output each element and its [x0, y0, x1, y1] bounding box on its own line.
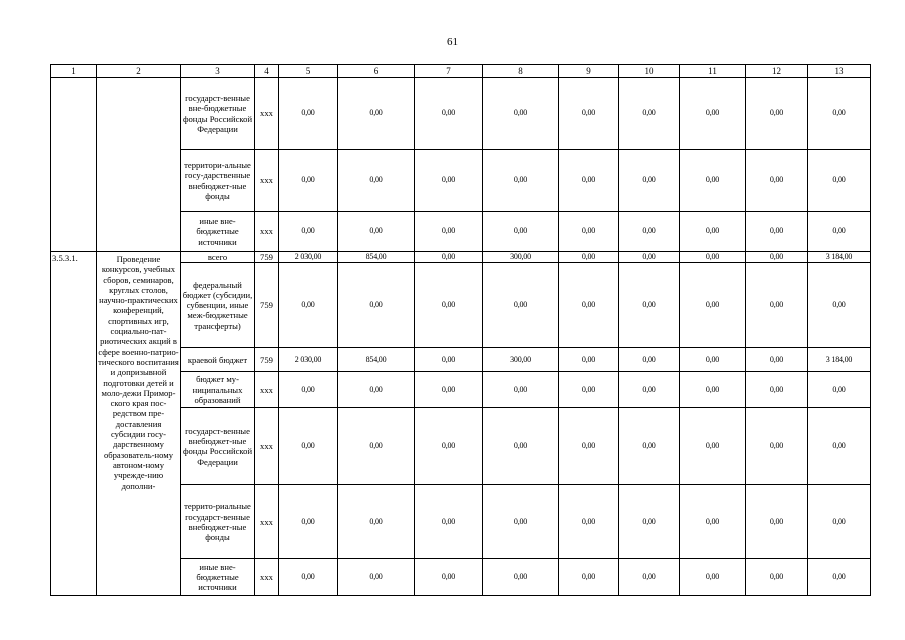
funding-source-cell: территори-альные госу-дарственные внебюджет-ные фонды [181, 150, 255, 212]
amount-cell: 0,00 [808, 485, 871, 559]
column-number-cell: 4 [255, 65, 279, 78]
amount-cell: 0,00 [746, 348, 808, 372]
amount-cell: 0,00 [483, 372, 559, 408]
amount-cell: 0,00 [680, 348, 746, 372]
amount-cell: 0,00 [415, 372, 483, 408]
amount-cell: 0,00 [746, 150, 808, 212]
amount-cell: 854,00 [338, 348, 415, 372]
amount-cell: 2 030,00 [279, 252, 338, 263]
amount-cell: 0,00 [808, 78, 871, 150]
amount-cell: 0,00 [415, 212, 483, 252]
amount-cell: 0,00 [619, 78, 680, 150]
amount-cell: 0,00 [338, 150, 415, 212]
amount-cell: 0,00 [415, 252, 483, 263]
amount-cell: 0,00 [415, 78, 483, 150]
amount-cell: 0,00 [559, 78, 619, 150]
amount-cell: 0,00 [746, 372, 808, 408]
amount-cell: 0,00 [680, 263, 746, 348]
column-number-row [51, 65, 871, 78]
empty-description-cell [97, 78, 181, 252]
amount-cell: 0,00 [619, 212, 680, 252]
item-description-cell: Проведение конкурсов, учебных сборов, семинаров, круглых столов, научно-практических конференций, спортивных игр, социально-пат-риотических акций в сфере военно-патрио-тического воспитания и допризывной подготовки детей и моло-дежи Примор-ского края пос-редством пре-доставления субсидии госу-дарственному образователь-ному автоном-ному учрежде-нию дополни- [97, 252, 181, 596]
amount-cell: 0,00 [559, 348, 619, 372]
empty-number-cell [51, 78, 97, 252]
amount-cell: 0,00 [619, 372, 680, 408]
amount-cell: 0,00 [279, 263, 338, 348]
funding-source-cell: государст-венные вне-бюджетные фонды Российской Федерации [181, 78, 255, 150]
funding-source-cell: иные вне-бюджетные источники [181, 212, 255, 252]
amount-cell: 0,00 [619, 150, 680, 212]
amount-cell: 0,00 [619, 263, 680, 348]
amount-cell: 0,00 [808, 150, 871, 212]
amount-cell: 0,00 [808, 559, 871, 596]
amount-cell: 0,00 [746, 408, 808, 485]
amount-cell: 0,00 [559, 372, 619, 408]
column-number-cell: 10 [619, 65, 680, 78]
amount-cell: 0,00 [680, 78, 746, 150]
funding-source-cell: всего [181, 252, 255, 263]
amount-cell: 0,00 [279, 485, 338, 559]
amount-cell: 0,00 [559, 252, 619, 263]
amount-cell: 0,00 [279, 212, 338, 252]
column-number-cell: 1 [51, 65, 97, 78]
amount-cell: 0,00 [559, 485, 619, 559]
amount-cell: 0,00 [619, 252, 680, 263]
column-number-cell: 5 [279, 65, 338, 78]
amount-cell: 3 184,00 [808, 252, 871, 263]
amount-cell: 0,00 [808, 408, 871, 485]
amount-cell: 0,00 [415, 263, 483, 348]
amount-cell: 0,00 [680, 485, 746, 559]
amount-cell: 0,00 [415, 348, 483, 372]
amount-cell: 0,00 [559, 150, 619, 212]
amount-cell: 0,00 [338, 408, 415, 485]
amount-cell: 0,00 [680, 408, 746, 485]
funding-source-cell: бюджет му-ниципальных образований [181, 372, 255, 408]
amount-cell: 0,00 [483, 78, 559, 150]
column-number-cell: 7 [415, 65, 483, 78]
amount-cell: 0,00 [680, 372, 746, 408]
funding-source-cell: иные вне-бюджетные источники [181, 559, 255, 596]
amount-cell: 0,00 [746, 559, 808, 596]
funding-source-cell: федеральный бюджет (субсидии, субвенции, иные меж-бюджетные трансферты) [181, 263, 255, 348]
amount-cell: 300,00 [483, 348, 559, 372]
code-cell: 759 [255, 348, 279, 372]
amount-cell: 0,00 [808, 212, 871, 252]
column-number-cell: 8 [483, 65, 559, 78]
amount-cell: 0,00 [619, 348, 680, 372]
amount-cell: 0,00 [279, 559, 338, 596]
amount-cell: 0,00 [808, 263, 871, 348]
amount-cell: 0,00 [483, 408, 559, 485]
amount-cell: 0,00 [559, 559, 619, 596]
amount-cell: 0,00 [680, 559, 746, 596]
amount-cell: 0,00 [338, 263, 415, 348]
amount-cell: 0,00 [559, 408, 619, 485]
amount-cell: 0,00 [746, 78, 808, 150]
amount-cell: 0,00 [680, 252, 746, 263]
code-cell: ххх [255, 150, 279, 212]
amount-cell: 0,00 [619, 559, 680, 596]
amount-cell: 0,00 [338, 372, 415, 408]
amount-cell: 0,00 [483, 212, 559, 252]
amount-cell: 0,00 [619, 485, 680, 559]
amount-cell: 0,00 [415, 559, 483, 596]
amount-cell: 0,00 [746, 263, 808, 348]
amount-cell: 0,00 [483, 150, 559, 212]
amount-cell: 3 184,00 [808, 348, 871, 372]
amount-cell: 0,00 [338, 485, 415, 559]
funding-source-cell: государст-венные внебюджет-ные фонды Российской Федерации [181, 408, 255, 485]
funding-source-cell: краевой бюджет [181, 348, 255, 372]
code-cell: ххх [255, 212, 279, 252]
amount-cell: 300,00 [483, 252, 559, 263]
column-number-cell: 13 [808, 65, 871, 78]
amount-cell: 0,00 [279, 372, 338, 408]
amount-cell: 0,00 [279, 78, 338, 150]
amount-cell: 854,00 [338, 252, 415, 263]
column-number-cell: 3 [181, 65, 255, 78]
amount-cell: 0,00 [338, 559, 415, 596]
column-number-cell: 2 [97, 65, 181, 78]
code-cell: 759 [255, 263, 279, 348]
column-number-cell: 11 [680, 65, 746, 78]
column-number-cell: 12 [746, 65, 808, 78]
code-cell: ххх [255, 485, 279, 559]
amount-cell: 0,00 [415, 408, 483, 485]
amount-cell: 0,00 [279, 150, 338, 212]
amount-cell: 0,00 [746, 485, 808, 559]
table-row [51, 78, 871, 150]
column-number-cell: 9 [559, 65, 619, 78]
code-cell: 759 [255, 252, 279, 263]
table-row [51, 252, 871, 263]
amount-cell: 0,00 [559, 212, 619, 252]
code-cell: ххх [255, 408, 279, 485]
amount-cell: 0,00 [483, 263, 559, 348]
amount-cell: 0,00 [680, 212, 746, 252]
amount-cell: 0,00 [415, 150, 483, 212]
amount-cell: 0,00 [483, 559, 559, 596]
amount-cell: 0,00 [279, 408, 338, 485]
amount-cell: 0,00 [746, 252, 808, 263]
budget-table [50, 64, 871, 596]
item-number-cell: 3.5.3.1. [51, 252, 97, 596]
column-number-cell: 6 [338, 65, 415, 78]
page-number: 61 [447, 36, 458, 48]
amount-cell: 0,00 [619, 408, 680, 485]
amount-cell: 0,00 [338, 78, 415, 150]
amount-cell: 0,00 [680, 150, 746, 212]
code-cell: ххх [255, 78, 279, 150]
amount-cell: 0,00 [746, 212, 808, 252]
code-cell: ххх [255, 559, 279, 596]
code-cell: ххх [255, 372, 279, 408]
amount-cell: 2 030,00 [279, 348, 338, 372]
amount-cell: 0,00 [415, 485, 483, 559]
amount-cell: 0,00 [559, 263, 619, 348]
funding-source-cell: террито-риальные государст-венные внебюджет-ные фонды [181, 485, 255, 559]
amount-cell: 0,00 [808, 372, 871, 408]
amount-cell: 0,00 [483, 485, 559, 559]
amount-cell: 0,00 [338, 212, 415, 252]
